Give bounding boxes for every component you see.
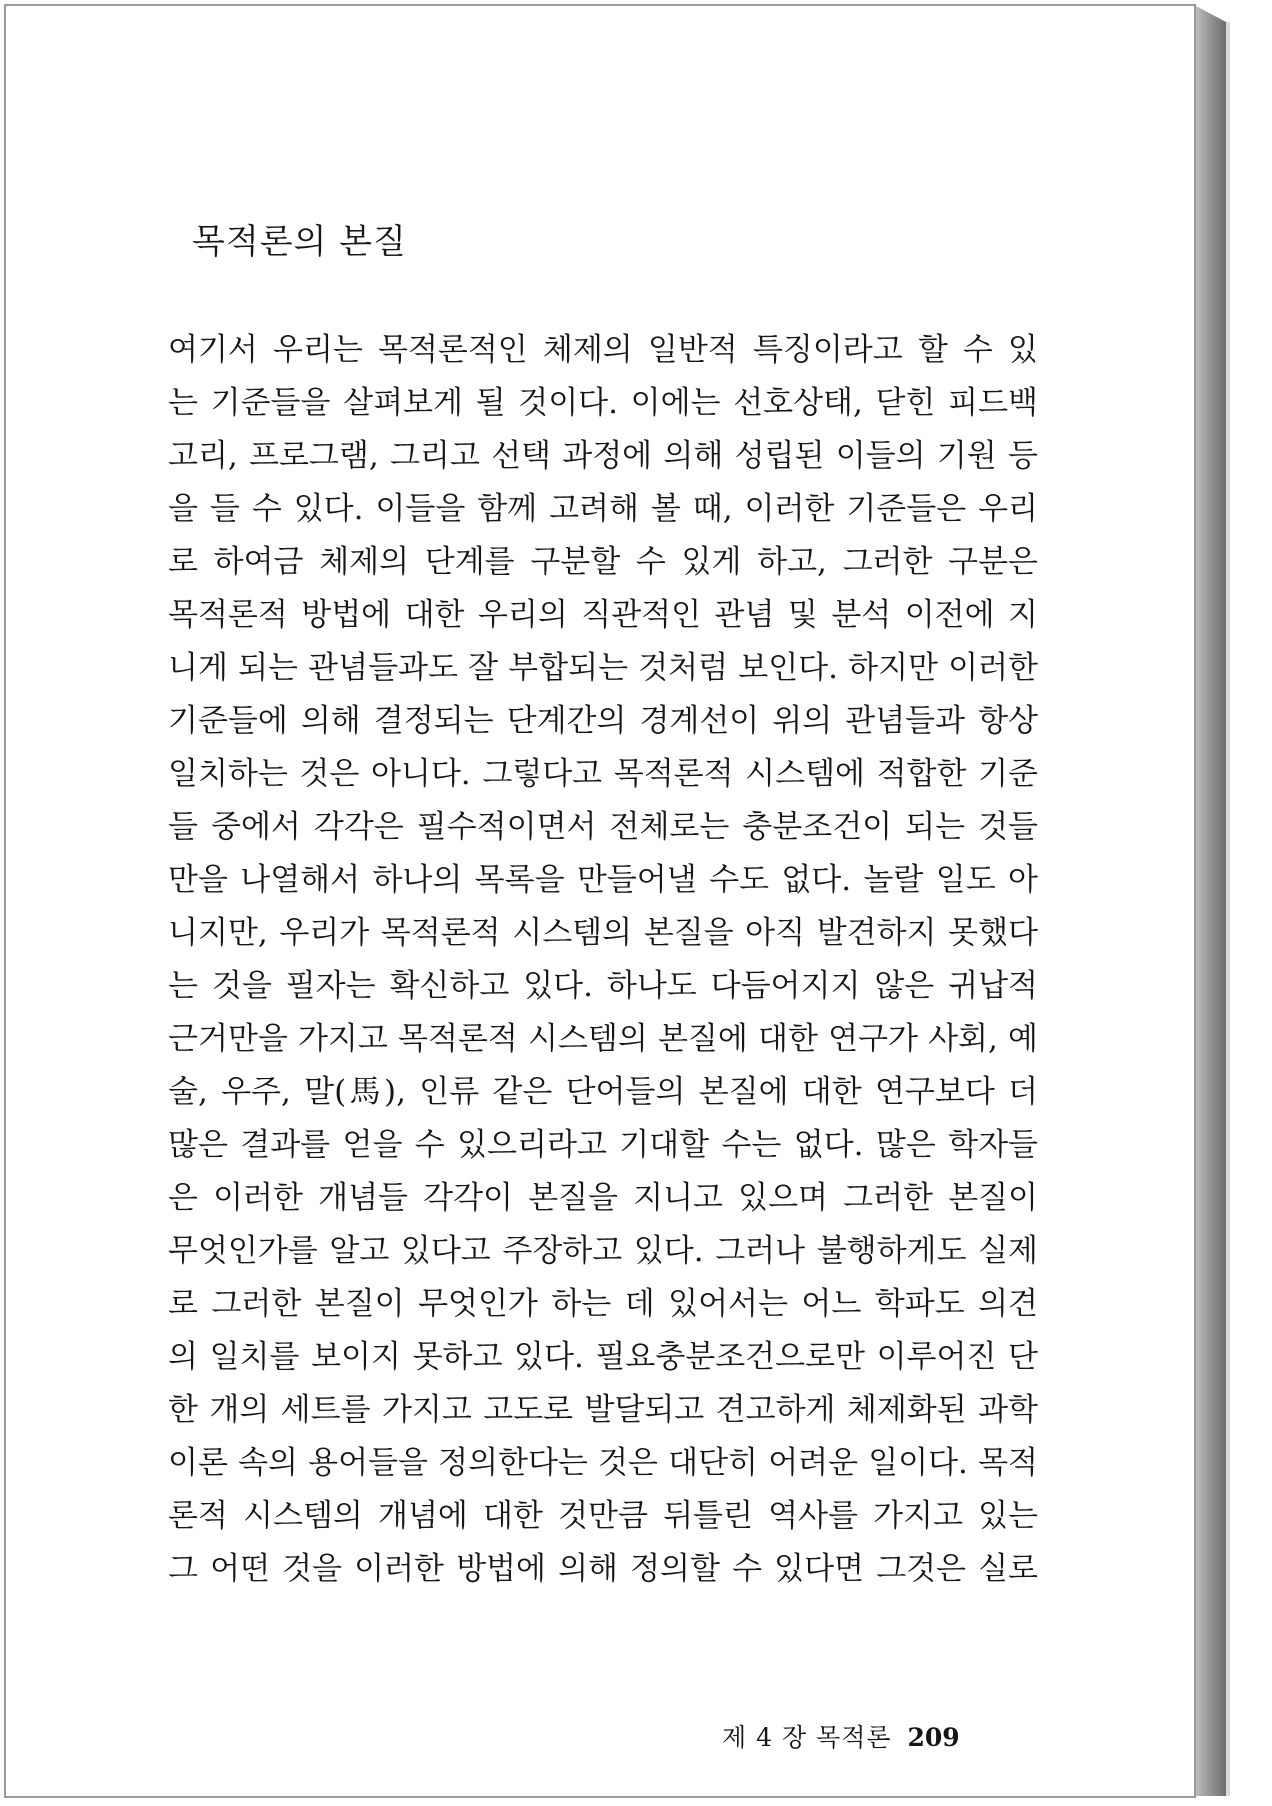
text-line: 이론 속의 용어들을 정의한다는 것은 대단히 어려운 일이다. 목적 (168, 1445, 1038, 1481)
page-footer (722, 1718, 960, 1754)
text-line: 근거만을 가지고 목적론적 시스템의 본질에 대한 연구가 사회, 예 (168, 1021, 1038, 1057)
text-line: 무엇인가를 알고 있다고 주장하고 있다. 그러나 불행하게도 실제 (168, 1233, 1038, 1269)
text-line: 많은 결과를 얻을 수 있으리라고 기대할 수는 없다. 많은 학자들 (168, 1127, 1038, 1163)
text-line: 한 개의 세트를 가지고 고도로 발달되고 견고하게 체제화된 과학 (168, 1392, 1038, 1428)
text-line: 목적론적 방법에 대한 우리의 직관적인 관념 및 분석 이전에 지 (168, 597, 1038, 633)
text-line: 의 일치를 보이지 못하고 있다. 필요충분조건으로만 이루어진 단 (168, 1339, 1038, 1375)
text-line: 는 것을 필자는 확신하고 있다. 하나도 다듬어지지 않은 귀납적 (168, 968, 1038, 1004)
text-line: 는 기준들을 살펴보게 될 것이다. 이에는 선호상태, 닫힌 피드백 (168, 385, 1038, 421)
text-line: 만을 나열해서 하나의 목록을 만들어낼 수도 없다. 놀랄 일도 아 (168, 862, 1038, 898)
text-line: 론적 시스템의 개념에 대한 것만큼 뒤틀린 역사를 가지고 있는 (168, 1498, 1038, 1534)
text-line: 기준들에 의해 결정되는 단계간의 경계선이 위의 관념들과 항상 (168, 703, 1038, 739)
text-line: 니지만, 우리가 목적론적 시스템의 본질을 아직 발견하지 못했다 (168, 915, 1038, 951)
page-edge-shadow (1196, 6, 1226, 1796)
page-edge-highlight (1226, 22, 1230, 1796)
text-line: 은 이러한 개념들 각각이 본질을 지니고 있으며 그러한 본질이 (168, 1180, 1038, 1216)
text-line: 그 어떤 것을 이러한 방법에 의해 정의할 수 있다면 그것은 실로 (168, 1551, 1038, 1587)
page-number: 209 (907, 1723, 960, 1752)
text-line: 들 중에서 각각은 필수적이면서 전체로는 충분조건이 되는 것들 (168, 809, 1038, 845)
text-line: 로 그러한 본질이 무엇인가 하는 데 있어서는 어느 학파도 의견 (168, 1286, 1038, 1322)
text-line: 니게 되는 관념들과도 잘 부합되는 것처럼 보인다. 하지만 이러한 (168, 650, 1038, 686)
text-line: 고리, 프로그램, 그리고 선택 과정에 의해 성립된 이들의 기원 등 (168, 438, 1038, 474)
text-line: 로 하여금 체제의 단계를 구분할 수 있게 하고, 그러한 구분은 (168, 544, 1038, 580)
text-line: 여기서 우리는 목적론적인 체제의 일반적 특징이라고 할 수 있 (168, 332, 1038, 368)
section-title: 목적론의 본질 (192, 222, 407, 262)
text-line: 일치하는 것은 아니다. 그렇다고 목적론적 시스템에 적합한 기준 (168, 756, 1038, 792)
body-text (168, 324, 1038, 1596)
text-line: 을 들 수 있다. 이들을 함께 고려해 볼 때, 이러한 기준들은 우리 (168, 491, 1038, 527)
book-page (4, 4, 1196, 1798)
chapter-label: 제 4 장 목적론 (722, 1723, 892, 1752)
text-line: 술, 우주, 말(馬), 인류 같은 단어들의 본질에 대한 연구보다 더 (168, 1074, 1038, 1110)
